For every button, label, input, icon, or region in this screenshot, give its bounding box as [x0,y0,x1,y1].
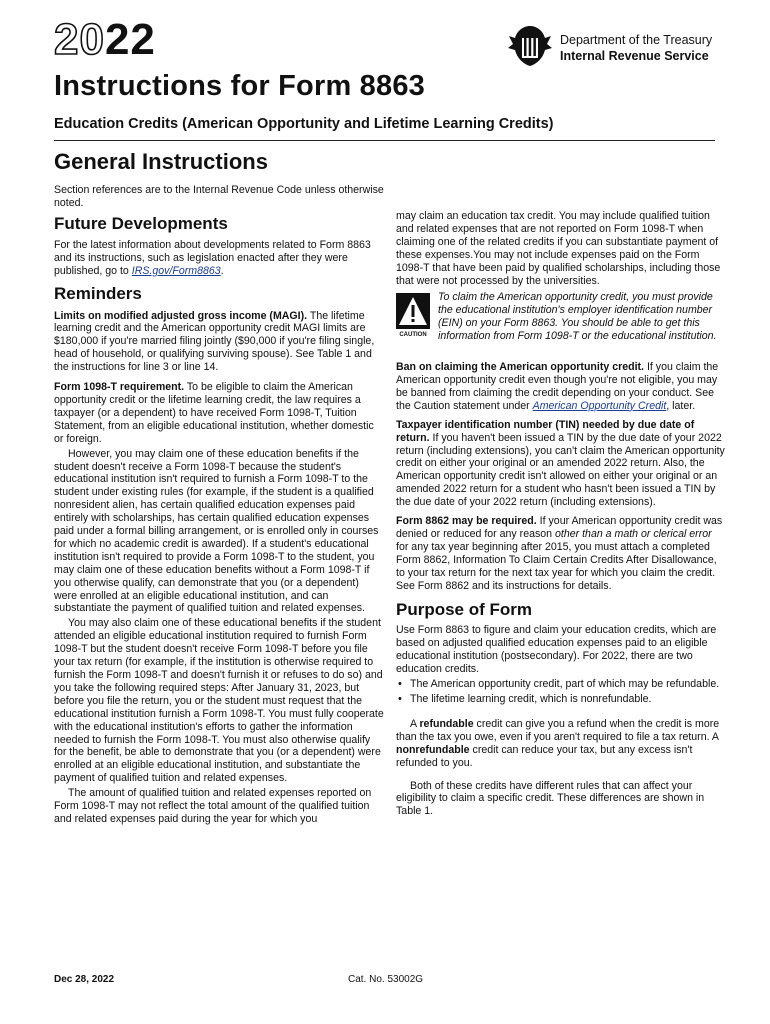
caution-icon [396,293,430,329]
however-paragraph: However, you may claim one of these education benefits if the student doesn't receive a Form 1098-T because the student's educational institution isn't required to furnish a Form 1098-T to the student under existing rules (for example, if the student is a qualified nonresident alien, has certain qualified education expenses paid entirely with scholarships, has certain qualified education expenses paid under a formal billing arrangement, or is enrolled only in courses for which no academic credit is awarded). If a student's educational institution isn't required to provide a Form 1098-T to the student, you may claim one of these education benefits without a Form 1098-T if you otherwise qualify, can demonstrate that you (or a dependent) were enrolled at an eligible educational institution, and can substantiate the payment of qualified tuition and related expenses. [54,447,379,615]
footer-date: Dec 28, 2022 [54,974,115,985]
amount-paragraph: The amount of qualified tuition and related expenses reported on Form 1098-T may not reflect the total amount of the qualified tuition and related expenses paid during the year for which you [54,787,372,825]
purpose-of-form-heading: Purpose of Form [396,600,533,620]
bullet-icon: • [398,678,402,691]
future-developments-heading: Future Developments [54,213,228,233]
irs-form8863-link[interactable]: IRS.gov/Form8863 [131,264,221,277]
form8862-lead: Form 8862 may be required. [396,515,537,528]
tin-paragraph: Taxpayer identification number (TIN) needed by due date of return. If you haven't been issued a TIN by the due date of your 2022 return (including extensions), you can't claim the American opportunity credit on either your original or an amended 2022 return. Also, the American opportunity credit isn't allowed on either your original or an amended 2022 return for a student who hasn't been issued a TIN by the due date of your 2022 return (including extensions). [396,418,725,509]
catalog-number: Cat. No. 53002G [348,974,424,985]
american-opportunity-credit-link[interactable]: American Opportunity Credit [532,399,667,412]
form-year [54,15,156,64]
right-column [396,210,726,818]
header-divider [54,140,715,141]
agency-block [560,32,712,64]
left-column [54,184,384,826]
year-outline-digits: 20 [54,15,105,64]
both-credits-paragraph: Both of these credits have different rules that can affect your eligibility to claim a specific credit. These differences are shown in Table 1. [396,779,705,818]
form1098t-lead: Form 1098-T requirement. [54,381,185,394]
page-subtitle: Education Credits (American Opportunity and Lifetime Learning Credits) [54,116,554,132]
caution-label: CAUTION [399,332,427,339]
form8862-paragraph: Form 8862 may be required. If your American opportunity credit was denied or reduced for any reason other than a math or clerical error for any tax year beginning after 2015, you must attach a completed Form 8862, Information To Claim Certain Credits After Disallowance, to your tax return for the next tax year for which you claim the credit. See Form 8862 and its instructions for details. [396,515,723,592]
page-title: Instructions for Form 8863 [54,70,425,102]
caution-text: To claim the American opportunity credit, you must provide the educational institution's employer identification number (EIN) on your Form 8863. You should be able to get this information from Form 1098-T or the educational institution. [438,291,717,343]
bullet-item: • The American opportunity credit, part of which may be refundable. [398,678,720,691]
department-name: Department of the Treasury [560,33,713,47]
tin-lead: Taxpayer identification number (TIN) needed by due date of return. [396,418,695,444]
section-reference-note: Section references are to the Internal Revenue Code unless otherwise noted. [54,184,384,209]
purpose-intro: Use Form 8863 to figure and claim your education credits, which are based on adjusted qualified education expenses paid to an eligible educational institution (postsecondary). For 2022, there are two education credits. [396,624,717,676]
bullet-icon: • [398,693,402,705]
ban-paragraph: Ban on claiming the American opportunity credit. If you claim the American opportunity credit even though you're not eligible, you may be banned from claiming the credit depending on your conduct. See the Caution statement under American Opportunity Credit, later. [396,361,719,412]
continued-paragraph: may claim an education tax credit. You may include qualified tuition and related expenses that are not reported on Form 1098-T when claiming one of the related credits if you can substantiate payment of these expenses.You may not include expenses paid on the Form 1098-T that have been paid by qualified scholarships, including those that were not processed by the universities. [396,210,721,287]
ban-lead: Ban on claiming the American opportunity credit. [396,361,645,374]
irs-eagle-logo-icon [505,22,555,70]
future-developments-text: For the latest information about developments related to Form 8863 and its instructions, such as legislation enacted after they were published, go to IRS.gov/Form8863. [54,238,371,277]
agency-name: Internal Revenue Service [560,49,709,63]
refundable-paragraph: A refundable credit can give you a refund when the credit is more than the tax you owe, even if you aren't required to file a tax return. A nonrefundable credit can reduce your tax, but any excess isn't refunded to you. [396,717,720,769]
reminders-heading: Reminders [54,283,142,303]
form1098t-paragraph: Form 1098-T requirement. To be eligible to claim the American opportunity credit or the lifetime learning credit, the law requires a taxpayer (or a dependent) to have received Form 1098-T, Tuition Statement, from an eligible educational institution, whether domestic or foreign. [54,381,374,445]
year-solid-digits: 22 [104,15,156,64]
magi-paragraph: Limits on modified adjusted gross income (MAGI). The lifetime learning credit and the American opportunity credit MAGI limits are $180,000 if you're married filing jointly ($90,000 if you're filing single, head of household, or qualifying surviving spouse). See Table 1 and the instructions for line 3 or line 14. [54,309,375,374]
bullet-item: • The lifetime learning credit, which is nonrefundable. [398,693,652,705]
also-claim-paragraph: You may also claim one of these educational benefits if the student attended an eligible educational institution required to furnish Form 1098-T but the student doesn't receive Form 1098-T before you file your tax return (for example, if the institution is otherwise required to furnish the Form 1098-T and doesn't furnish it or refuses to do so) and you take the following required steps: After January 31, 2023, but before you file the return, you or the student must request that the educational institution furnish a Form 1098-T. You must fully cooperate with the educational institution's efforts to gather the information needed to furnish the Form 1098-T. You must also otherwise qualify for the benefit, be able to demonstrate that you (or a dependent) were enrolled at an eligible educational institution, and substantiate the payment of qualified tuition and related expenses. [54,617,384,785]
magi-lead: Limits on modified adjusted gross income (MAGI). [54,309,308,322]
general-instructions-heading: General Instructions [54,149,268,174]
caution-block [396,291,726,343]
